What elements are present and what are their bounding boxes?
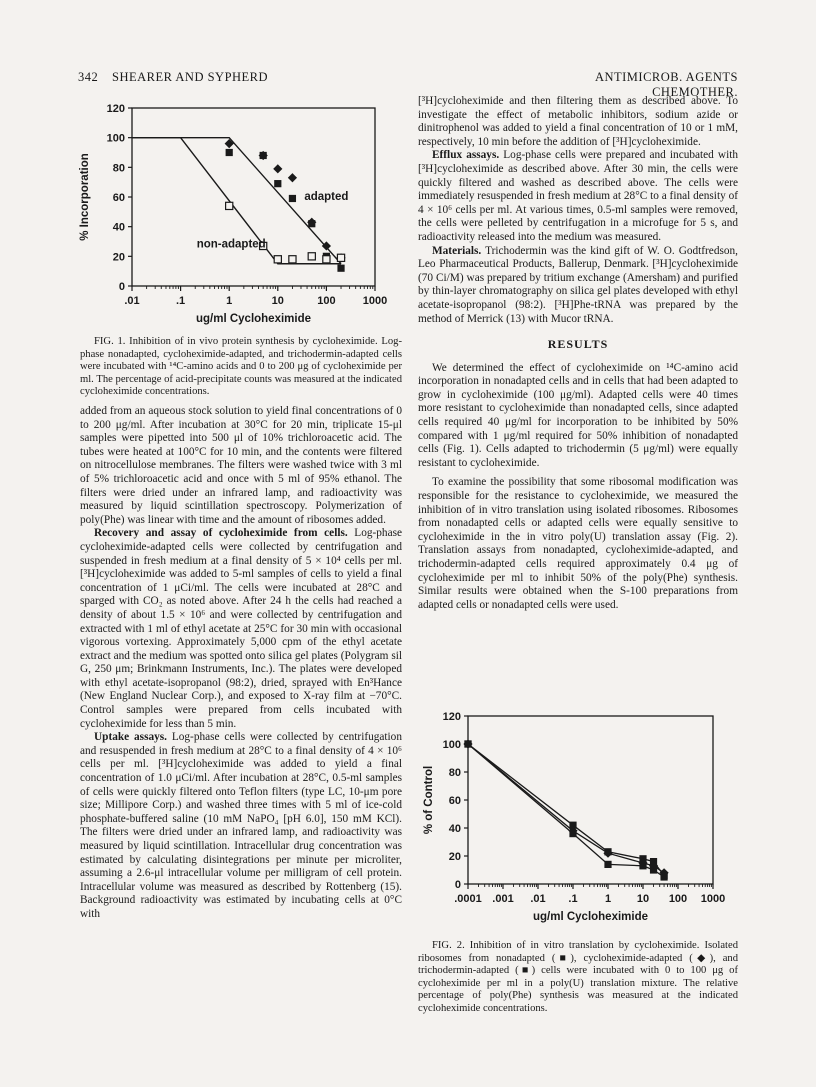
x-tick-label: .1 [176,295,186,307]
data-point-square-open [323,256,330,263]
x-tick-label: .001 [492,893,514,905]
results-heading: RESULTS [547,337,609,352]
data-point-diamond [288,173,297,182]
left-column [80,405,402,922]
data-point-square-open [274,256,281,263]
x-tick-label: .0001 [454,893,482,905]
data-point-square [650,866,657,873]
x-axis-label: ug/ml Cycloheximide [532,911,649,923]
x-tick-label: 10 [636,893,650,905]
fig1-caption [80,336,402,399]
data-point-square-open [226,202,233,209]
fig2-caption-text: FIG. 2. Inhibition of in vitro translation by cycloheximide. Isolated ribosomes from nonadapted (■), cycloheximide-adapted (◆), and trichodermin-adapted (■) cells were incubated with 0 to 100 μg of cycloheximide per ml in a poly(U) translation mixture. The relative percentage of poly(Phe) synthesis was measured at the indicated cycloheximide concentrations. [418,940,738,1014]
series-line [468,744,664,873]
x-tick-label: 100 [317,295,336,307]
y-tick-label: 60 [112,192,125,204]
plot-frame [468,716,713,884]
data-point-square [226,149,233,156]
fig1-caption-text: FIG. 1. Inhibition of in vivo protein synthesis by cycloheximide. Log-phase nonadapted, cycloheximide-adapted, and trichodermin-adapted cells were incubated with ¹⁴C-amino acids and 0 to 200 μg of cycloheximide per ml. The percentage of acid-precipitate counts was measured at the indicated cycloheximide concentrations. [80,336,402,398]
fig1-chart [70,98,400,330]
x-tick-label: .01 [124,295,140,307]
data-point-square-open [337,254,344,261]
y-axis-label: % of Control [423,765,435,835]
data-point-square-open [289,256,296,263]
x-axis-label: ug/ml Cycloheximide [195,313,312,325]
left-paragraph-3: Log-phase cells were collected by centrifugation and resuspended in fresh medium at 28°C to a final density of 4 × 10⁶ cells per ml. [³H]cycloheximide was added to yield a final concentration of 1.0 μCi/ml. After incubation at 28°C, 0.5-ml samples of cells were quickly filtered onto Teflon filters (type LC, 10-μm pore size; Millipore Corp.) and washed three times with 5 ml of ice-cold phosphate-buffered saline (10 mM NaPO₄ [pH 6.0], 150 mM KCl). The filters were dried under an infrared lamp, and radioactivity was measured by liquid scintillation. Intracellular drug concentration was estimated by calculating disintegrations per minute per microliter, assuming a 2.6-μl intracellular volume per milligram of cell protein. Intracellular volume was measured as described by Rottenberg (15). Background radioactivity was estimated by incubating cells at 0°C with [80,731,402,920]
data-point-square [639,862,646,869]
right-paragraph-4: We determined the effect of cycloheximide on ¹⁴C-amino acid incorporation in nonadapted cells and in cells that had been adapted to grow in cycloheximide (100 μg/ml). Adapted cells were 40 times more resistant to cycloheximide than nonadapted cells, since adapted cells required 40 μg/ml for incorporation to be inhibited by 50% compared with 1 μg/ml required for 50% inhibition of nonadapted cells (Fig. 1). Cells adapted to trichodermin (5 μg/ml) were equally resistant to cycloheximide. [418,361,738,469]
x-tick-label: 10 [271,295,284,307]
data-point-diamond [273,164,282,173]
y-tick-label: 0 [454,879,461,891]
y-tick-label: 120 [106,103,125,115]
right-paragraph-5: To examine the possibility that some ribosomal modification was responsible for the resistance to cycloheximide, we measured the inhibition of in vitro translation using isolated ribosomes. Ribosomes from nonadapted cells or adapted cells were equally sensitive to cycloheximide in the in vitro poly(U) translation assay (Fig. 2). Translation assays from nonadapted, cycloheximide-adapted, and trichodermin-adapted cells required approximately 0.4 μg of cycloheximide per ml to inhibit 50% of the poly(Phe) synthesis. Similar results were obtained when the S-100 preparations from adapted cells or nonadapted cells were used. [418,476,738,611]
y-tick-label: 20 [112,251,125,264]
right-paragraph-1: [³H]cycloheximide and then filtering them as described above. To investigate the effect of metabolic inhibitors, sodium azide or dinitrophenol was added to yield a final concentration of 10 or 1 mM, respectively, 10 min before the addition of [³H]cycloheximide. [418,95,738,148]
journal-name: ANTIMICROB. AGENTS CHEMOTHER. [594,70,738,99]
uptake-assays-heading: Uptake assays. [94,731,167,744]
running-authors: SHEARER AND SYPHERD [112,70,269,84]
x-tick-label: .01 [530,893,546,905]
y-tick-label: 20 [448,851,461,863]
data-point-square [274,180,281,187]
fig2-chart [418,704,738,926]
page-number: 342 [78,70,99,84]
y-tick-label: 40 [112,221,125,234]
data-point-square [308,220,315,227]
y-tick-label: 120 [442,711,461,723]
left-paragraph-1: added from an aqueous stock solution to yield final concentrations of 0 to 200 μg/ml. After incubation at 30°C for 20 min, triplicate 15-μl samples were pipetted into 500 μl of 10% trichloroacetic acid. The tubes were heated at 100°C for 10 min, and the contents were filtered on nitrocellulose membranes. The filters were washed twice with 3 ml of 5% trichloroacetic acid and once with 5 ml of 95% ethanol. The filters were dried under an infrared lamp, and radioactivity was measured by liquid scintillation spectroscopy. Polymerization of poly(Phe) was linear with time and the amount of ribosomes added. [80,405,402,526]
annotation-non-adapted: non-adapted [196,238,266,251]
data-point-square [604,861,611,868]
data-point-square [569,830,576,837]
y-tick-label: 80 [112,162,125,175]
materials-heading: Materials. [432,244,482,257]
right-paragraph-2: Log-phase cells were prepared and incubated with [³H]cycloheximide as described above. After 30 min, the cells were quickly filtered and washed as described above. The cells were immediately resuspended in fresh medium at 28°C to a final density of 4 × 10⁶ cells per ml. At various times, 0.5-ml samples were removed, the cells were pelleted by centrifugation in a microfuge for 5 s, and radioactivity released into the medium was measured. [418,149,738,243]
x-tick-label: 1 [226,295,233,307]
x-tick-label: 1000 [362,295,388,307]
y-tick-label: 40 [448,823,461,835]
right-paragraph-3: Trichodermin was the kind gift of W. O. Godtfredson, Leo Pharmaceutical Products, Ballerup, Denmark. [³H]cycloheximide (70 Ci/M) was prepared by tritium exchange (Amersham) and purified by thin-layer chromatography on silica gel plates developed with ethyl acetate-isopropanol (98:2). [³H]Phe-tRNA was prepared by the method of Merrick (13) with Mucor tRNA. [418,244,738,325]
left-paragraph-2: Log-phase cycloheximide-adapted cells were collected by centrifugation and suspended in fresh medium at a final density of 5 × 10⁴ cells per ml. [³H]cycloheximide was added to 5-ml samples of cells to yield a final concentration of 1 μCi/ml. The cells were incubated at 28°C and sparged with CO₂ as noted above. After 24 h the cells had reached a density of about 1.5 × 10⁶ and were collected by centrifugation and extracted with 1 ml of ethyl acetate at 25°C for 30 min with occasional vigorous vortexing. Approximately 5,000 cpm of the ethyl acetate extract and the medium was spotted onto silica gel plates (Polygram sil G, 250 μm; Brinkmann Instruments, Inc.). The plates were developed with ethyl acetate-isopropanol (98:2), dried, sprayed with En³Hance (New England Nuclear Corp.), and exposed to X-ray film at −70°C. Control samples were prepared from cells incubated with cycloheximide for less than 5 min. [80,527,402,730]
data-point-square [337,265,344,272]
x-tick-label: 100 [668,893,688,905]
y-tick-label: 100 [106,132,125,145]
data-point-square [260,152,267,159]
series-line [468,744,664,876]
recovery-assay-heading: Recovery and assay of cycloheximide from cells. [94,527,348,540]
y-axis-label: % Incorporation [79,153,91,241]
x-tick-label: 1000 [700,893,726,905]
y-tick-label: 0 [118,281,125,293]
efflux-assays-heading: Efflux assays. [432,149,500,162]
data-point-square-open [308,253,315,260]
data-point-square [289,195,296,202]
data-point-square [464,740,471,747]
right-column [418,95,738,612]
y-tick-label: 100 [442,739,461,751]
y-tick-label: 80 [448,767,461,779]
fig2-caption [418,940,738,1016]
y-tick-label: 60 [448,795,461,807]
x-tick-label: .1 [568,893,578,905]
annotation-adapted: adapted [304,190,349,203]
data-point-square [660,873,667,880]
x-tick-label: 1 [604,893,612,905]
